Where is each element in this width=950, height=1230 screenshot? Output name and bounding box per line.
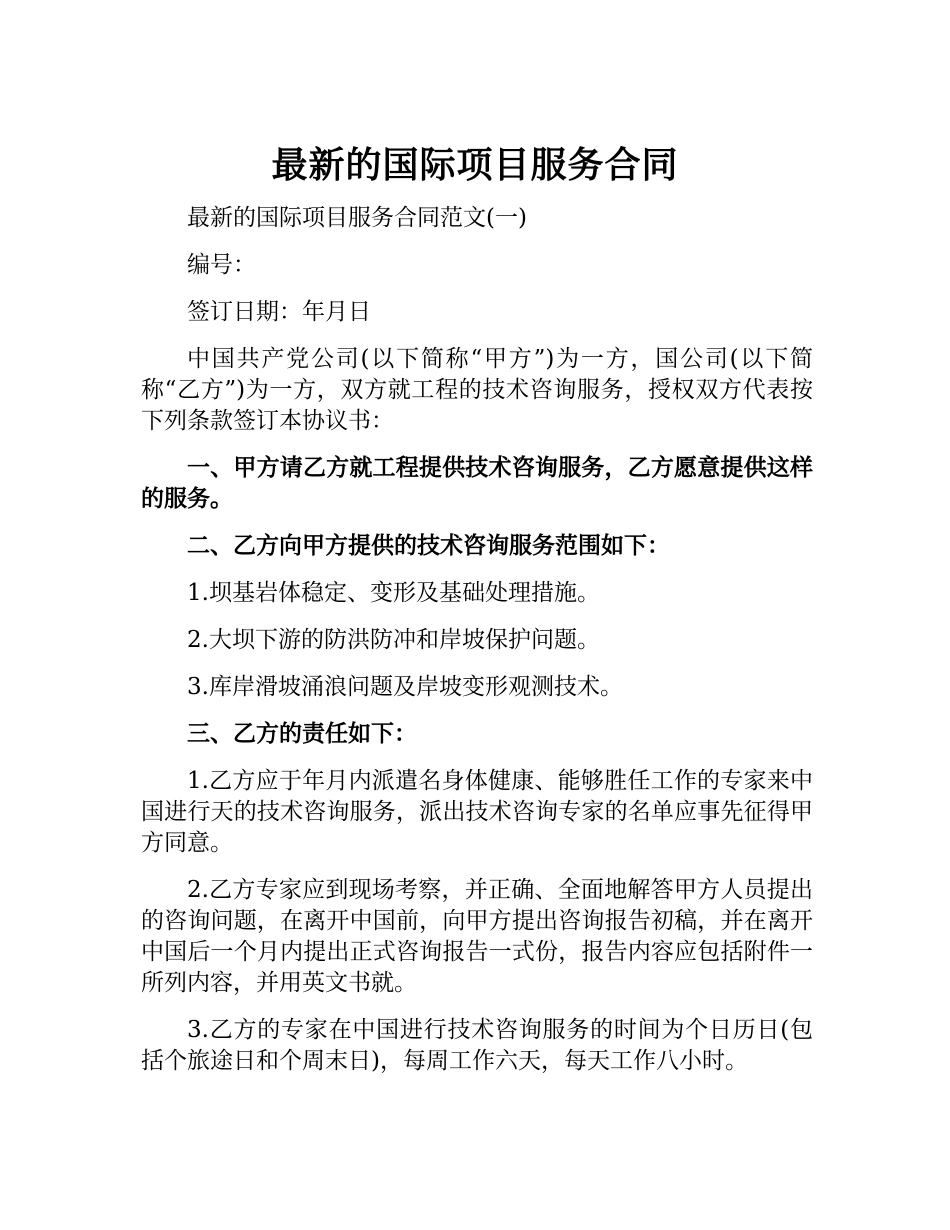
paragraph-number: 编号：: [187, 252, 256, 278]
list-item: 2.乙方专家应到现场考察，并正确、全面地解答甲方人员提出的咨询问题，在离开中国前，向甲方提出咨询报告初稿，并在离开中国后一个月内提出正式咨询报告一式份，报告内容应包括附件一所列内容，并用英文书就。: [141, 877, 813, 996]
section-heading-1: 一、甲方请乙方就工程提供技术咨询服务，乙方愿意提供这样的服务。: [141, 455, 813, 512]
list-item: 2.大坝下游的防洪防冲和岸坡保护问题。: [187, 627, 600, 653]
document-body: [141, 203, 813, 1093]
document-title: 最新的国际项目服务合同: [271, 145, 679, 187]
paragraph-parties: 中国共产党公司(以下简称“甲方”)为一方，国公司(以下简称“乙方”)为一方，双方就工程的技术咨询服务，授权双方代表按下列条款签订本协议书：: [141, 346, 813, 434]
list-item: 1.坝基岩体稳定、变形及基础处理措施。: [187, 580, 600, 606]
list-item: 3.库岸滑坡涌浪问题及岸坡变形观测技术。: [187, 674, 623, 700]
section-heading-3: 三、乙方的责任如下：: [187, 721, 417, 747]
list-item: 1.乙方应于年月内派遣名身体健康、能够胜任工作的专家来中国进行天的技术咨询服务，派出技术咨询专家的名单应事先征得甲方同意。: [141, 768, 813, 856]
paragraph-subtitle: 最新的国际项目服务合同范文(一): [187, 205, 527, 231]
list-item: 3.乙方的专家在中国进行技术咨询服务的时间为个日历日(包括个旅途日和个周末日)，每周工作六天，每天工作八小时。: [141, 1017, 813, 1074]
section-heading-2: 二、乙方向甲方提供的技术咨询服务范围如下：: [187, 533, 670, 559]
paragraph-sign-date: 签订日期：年月日: [187, 299, 371, 325]
